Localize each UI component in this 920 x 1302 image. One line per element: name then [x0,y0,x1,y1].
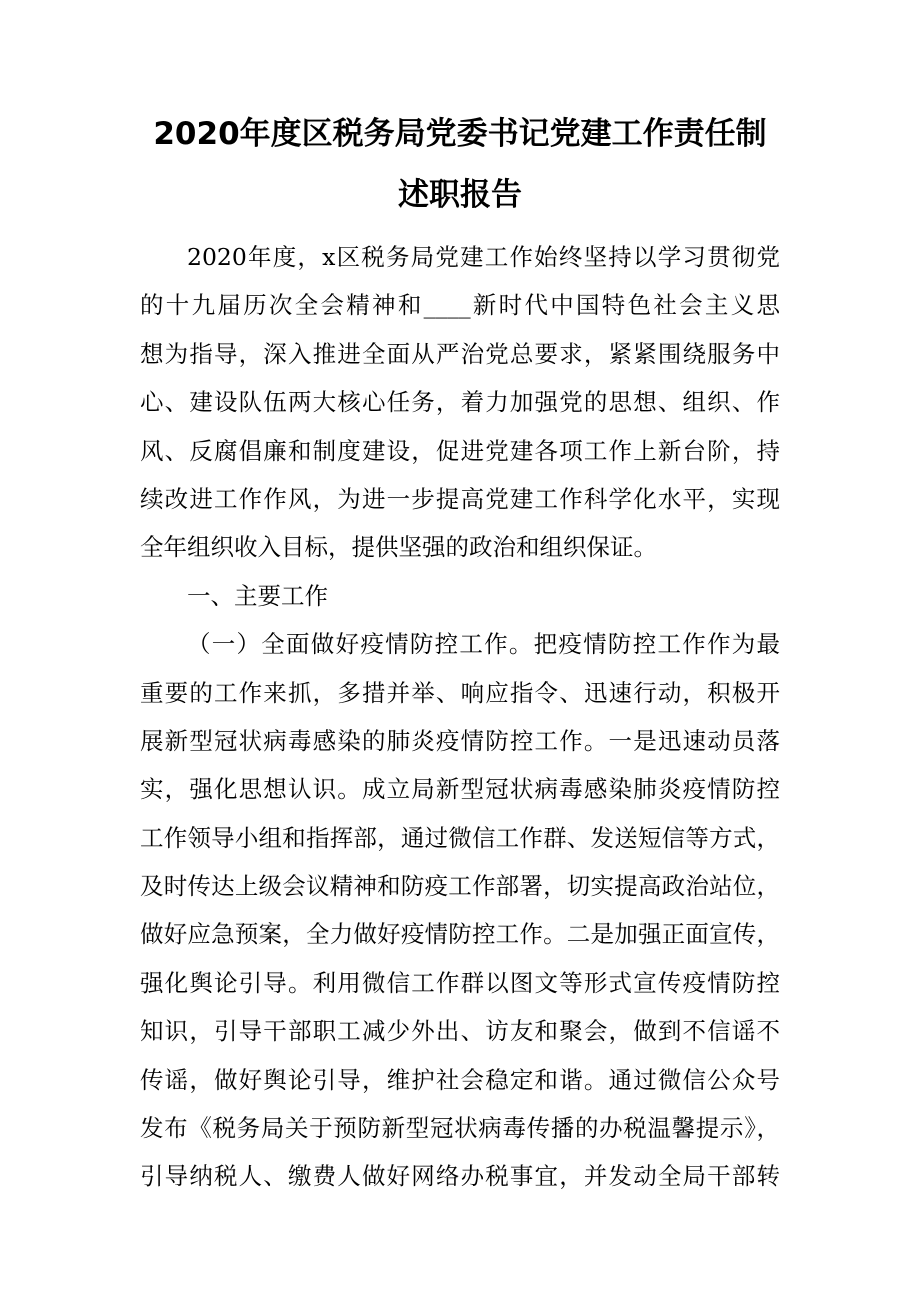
body-line: 心、建设队伍两大核心任务，着力加强党的思想、组织、作 [140,388,780,417]
body-line: 续改进工作作风，为进一步提高党建工作科学化水平，实现 [140,484,780,513]
body-line: 做好应急预案，全力做好疫情防控工作。二是加强正面宣传， [140,920,780,949]
body-line: 想为指导，深入推进全面从严治党总要求，紧紧围绕服务中 [140,339,780,368]
body-line: 知识，引导干部职工减少外出、访友和聚会，做到不信谣不 [140,1017,780,1046]
document-body [140,233,780,1201]
document-title-line-2: 述职报告 [398,177,522,213]
body-line: 风、反腐倡廉和制度建设，促进党建各项工作上新台阶，持 [140,436,780,465]
body-line: 及时传达上级会议精神和防疫工作部署，切实提高政治站位， [140,872,780,901]
body-line: 强化舆论引导。利用微信工作群以图文等形式宣传疫情防控 [140,968,780,997]
body-line: 传谣，做好舆论引导，维护社会稳定和谐。通过微信公众号 [140,1065,780,1094]
document-title-line-1: 2020年度区税务局党委书记党建工作责任制 [153,116,767,152]
body-line: （一）全面做好疫情防控工作。把疫情防控工作作为最 [187,630,780,659]
body-line: 2020年度，x区税务局党建工作始终坚持以学习贯彻党 [187,243,780,271]
body-line: 发布《税务局关于预防新型冠状病毒传播的办税温馨提示》， [140,1114,780,1143]
body-line: 引导纳税人、缴费人做好网络办税事宜，并发动全局干部转 [140,1162,780,1191]
body-line: 重要的工作来抓，多措并举、响应指令、迅速行动，积极开 [140,678,780,707]
section-heading: 一、主要工作 [187,581,328,610]
body-line: 实，强化思想认识。成立局新型冠状病毒感染肺炎疫情防控 [140,775,780,804]
body-line: 的十九届历次全会精神和____新时代中国特色社会主义思 [140,291,780,320]
body-line: 工作领导小组和指挥部，通过微信工作群、发送短信等方式， [140,823,780,852]
body-line: 全年组织收入目标，提供坚强的政治和组织保证。 [140,533,657,562]
body-line: 展新型冠状病毒感染的肺炎疫情防控工作。一是迅速动员落 [140,726,780,755]
